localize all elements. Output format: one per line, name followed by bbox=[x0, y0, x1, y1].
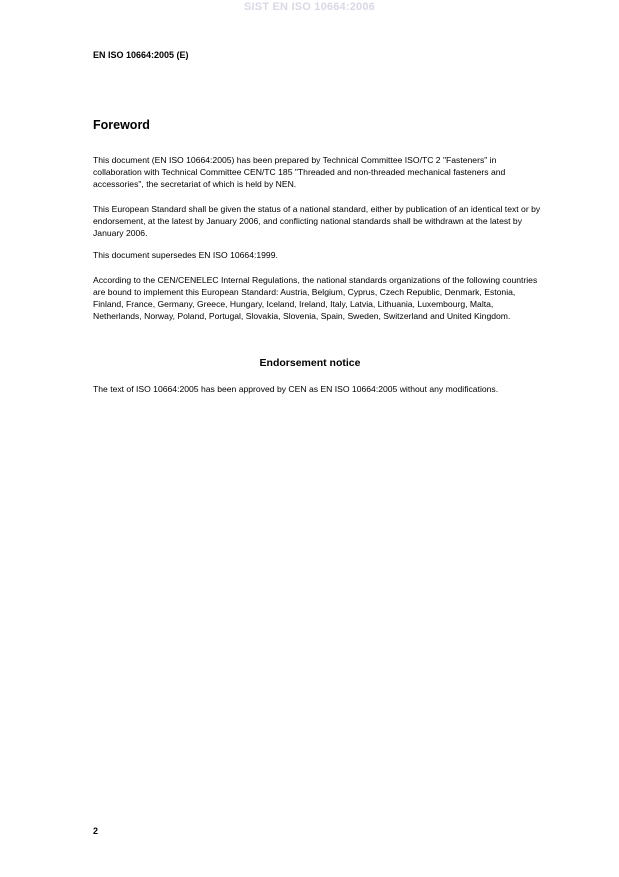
foreword-paragraph-3: This document supersedes EN ISO 10664:1999. bbox=[93, 250, 278, 260]
endorsement-heading: Endorsement notice bbox=[259, 357, 361, 369]
foreword-paragraph-2: This European Standard shall be given the status of a national standard, either by publication of an identical text or by endorsement, at the latest by January 2006, and conflicting national standards shall be withdrawn at the latest by January 2006. bbox=[93, 204, 541, 238]
document-id: EN ISO 10664:2005 (E) bbox=[93, 50, 189, 60]
foreword-heading: Foreword bbox=[93, 118, 150, 132]
foreword-paragraph-4: According to the CEN/CENELEC Internal Regulations, the national standards organizations of the following countries are bound to implement this European Standard: Austria, Belgium, Cyprus, Czech Republic, Denmark, Estonia, Finland, France, Germany, Greece, Hungary, Iceland, Ireland, Italy, Latvia, Lithuania, Luxembourg, Malta, Netherlands, Norway, Poland, Portugal, Slovakia, Slovenia, Spain, Sweden, Switzerland and United Kingdom. bbox=[93, 275, 538, 321]
endorsement-paragraph: The text of ISO 10664:2005 has been approved by CEN as EN ISO 10664:2005 without any modifications. bbox=[93, 384, 499, 394]
watermark: SIST EN ISO 10664:2006 bbox=[244, 1, 375, 13]
foreword-paragraph-1: This document (EN ISO 10664:2005) has been prepared by Technical Committee ISO/TC 2 "Fasteners" in collaboration with Technical Committee CEN/TC 185 "Threaded and non-threaded mechanical fasteners and accessories", the secretariat of which is held by NEN. bbox=[93, 155, 506, 189]
page-number: 2 bbox=[93, 826, 99, 836]
